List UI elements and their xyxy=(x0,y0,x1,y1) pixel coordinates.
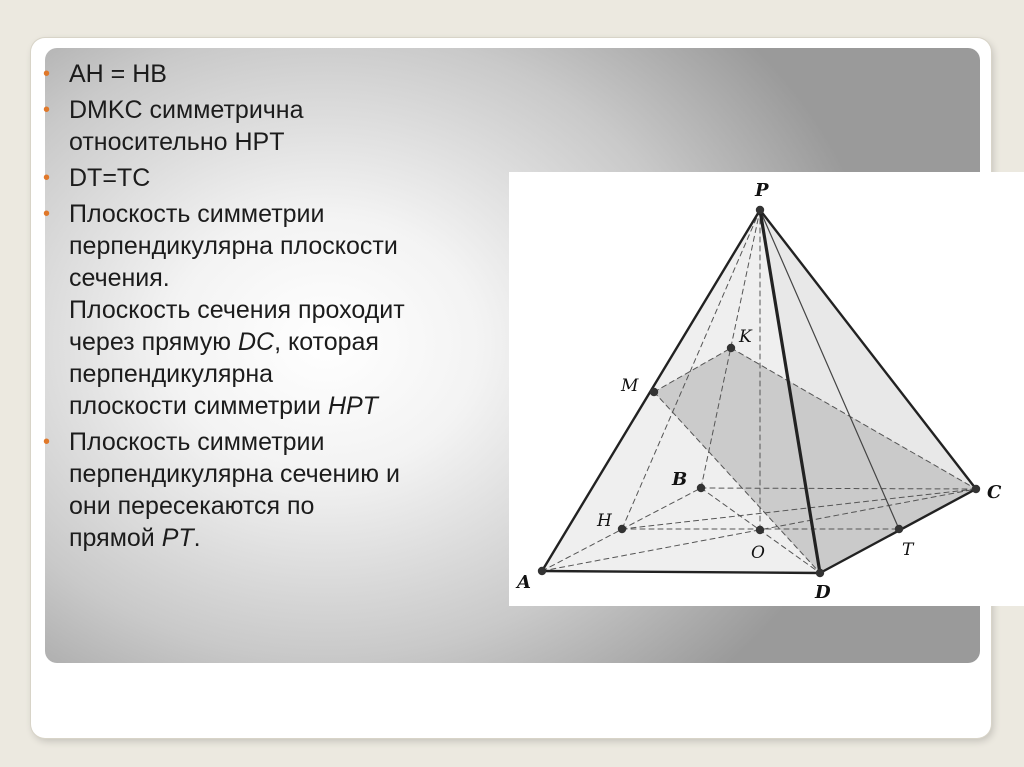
bullet-text: сечения. xyxy=(69,264,170,292)
bullet-text: они пересекаются по xyxy=(69,492,315,520)
bullet-text: HPT xyxy=(327,392,378,420)
vertex-label: A xyxy=(517,572,531,593)
bullet-line xyxy=(69,522,513,554)
bullet-line xyxy=(69,458,513,490)
bullet-text: Плоскость симметрии xyxy=(69,200,325,228)
vertex-label: K xyxy=(739,327,752,347)
bullet-text: перпендикулярна xyxy=(69,360,274,388)
bullet-text: перпендикулярна сечению и xyxy=(69,460,400,488)
bullet-line xyxy=(69,94,513,126)
bullet-line xyxy=(69,262,513,294)
bullet-icon: • xyxy=(43,99,51,121)
bullet-icon: • xyxy=(43,431,51,453)
bullet-text: DC xyxy=(237,328,275,356)
bullet-text: через прямую xyxy=(69,328,238,356)
bullet-item xyxy=(43,58,513,90)
pyramid-figure xyxy=(509,172,1024,606)
bullet-icon: • xyxy=(43,203,51,225)
vertex-label: D xyxy=(815,582,831,603)
vertex-label: H xyxy=(597,511,612,531)
vertex-label: M xyxy=(621,376,639,396)
bullet-line xyxy=(69,126,513,158)
bullet-text: Плоскость симметрии xyxy=(69,428,325,456)
bullet-line xyxy=(69,162,513,194)
bullet-line xyxy=(69,490,513,522)
bullet-text: AH = HB xyxy=(69,60,167,88)
bullet-line xyxy=(69,326,513,358)
bullet-text: прямой xyxy=(69,524,162,552)
vertex-label: O xyxy=(751,543,765,563)
bullet-line xyxy=(69,294,513,326)
bullet-list xyxy=(43,58,513,558)
bullet-text: относительно HPT xyxy=(69,128,285,156)
vertex-label: B xyxy=(672,469,688,490)
bullet-text: плоскости симметрии xyxy=(69,392,328,420)
bullet-icon: • xyxy=(43,167,51,189)
vertex-dot xyxy=(972,485,980,493)
vertex-dot xyxy=(697,484,705,492)
vertex-dot xyxy=(538,567,546,575)
bullet-text: Плоскость сечения проходит xyxy=(69,296,405,324)
vertex-dot xyxy=(650,388,658,396)
bullet-line xyxy=(69,230,513,262)
vertex-dot xyxy=(727,344,735,352)
vertex-label: T xyxy=(902,540,914,560)
vertex-label: C xyxy=(987,482,1002,503)
bullet-line xyxy=(69,58,513,90)
bullet-item xyxy=(43,198,513,422)
bullet-icon: • xyxy=(43,63,51,85)
vertex-label: P xyxy=(755,180,769,201)
bullet-text: . xyxy=(193,524,201,552)
bullet-text: , которая xyxy=(274,328,379,356)
bullet-text: DT=TC xyxy=(69,164,151,192)
bullet-item xyxy=(43,94,513,158)
bullet-text: PT xyxy=(161,524,194,552)
bullet-text: DMKC симметрична xyxy=(69,96,304,124)
pyramid-diagram xyxy=(509,172,1024,606)
bullet-line xyxy=(69,198,513,230)
bullet-line xyxy=(69,426,513,458)
bullet-text: перпендикулярна плоскости xyxy=(69,232,398,260)
vertex-dot xyxy=(895,525,903,533)
bullet-line xyxy=(69,358,513,390)
vertex-dot xyxy=(618,525,626,533)
bullet-item xyxy=(43,162,513,194)
bullet-item xyxy=(43,426,513,554)
vertex-dot xyxy=(756,526,764,534)
vertex-dot xyxy=(756,206,764,214)
bullet-line xyxy=(69,390,513,422)
vertex-dot xyxy=(816,569,824,577)
